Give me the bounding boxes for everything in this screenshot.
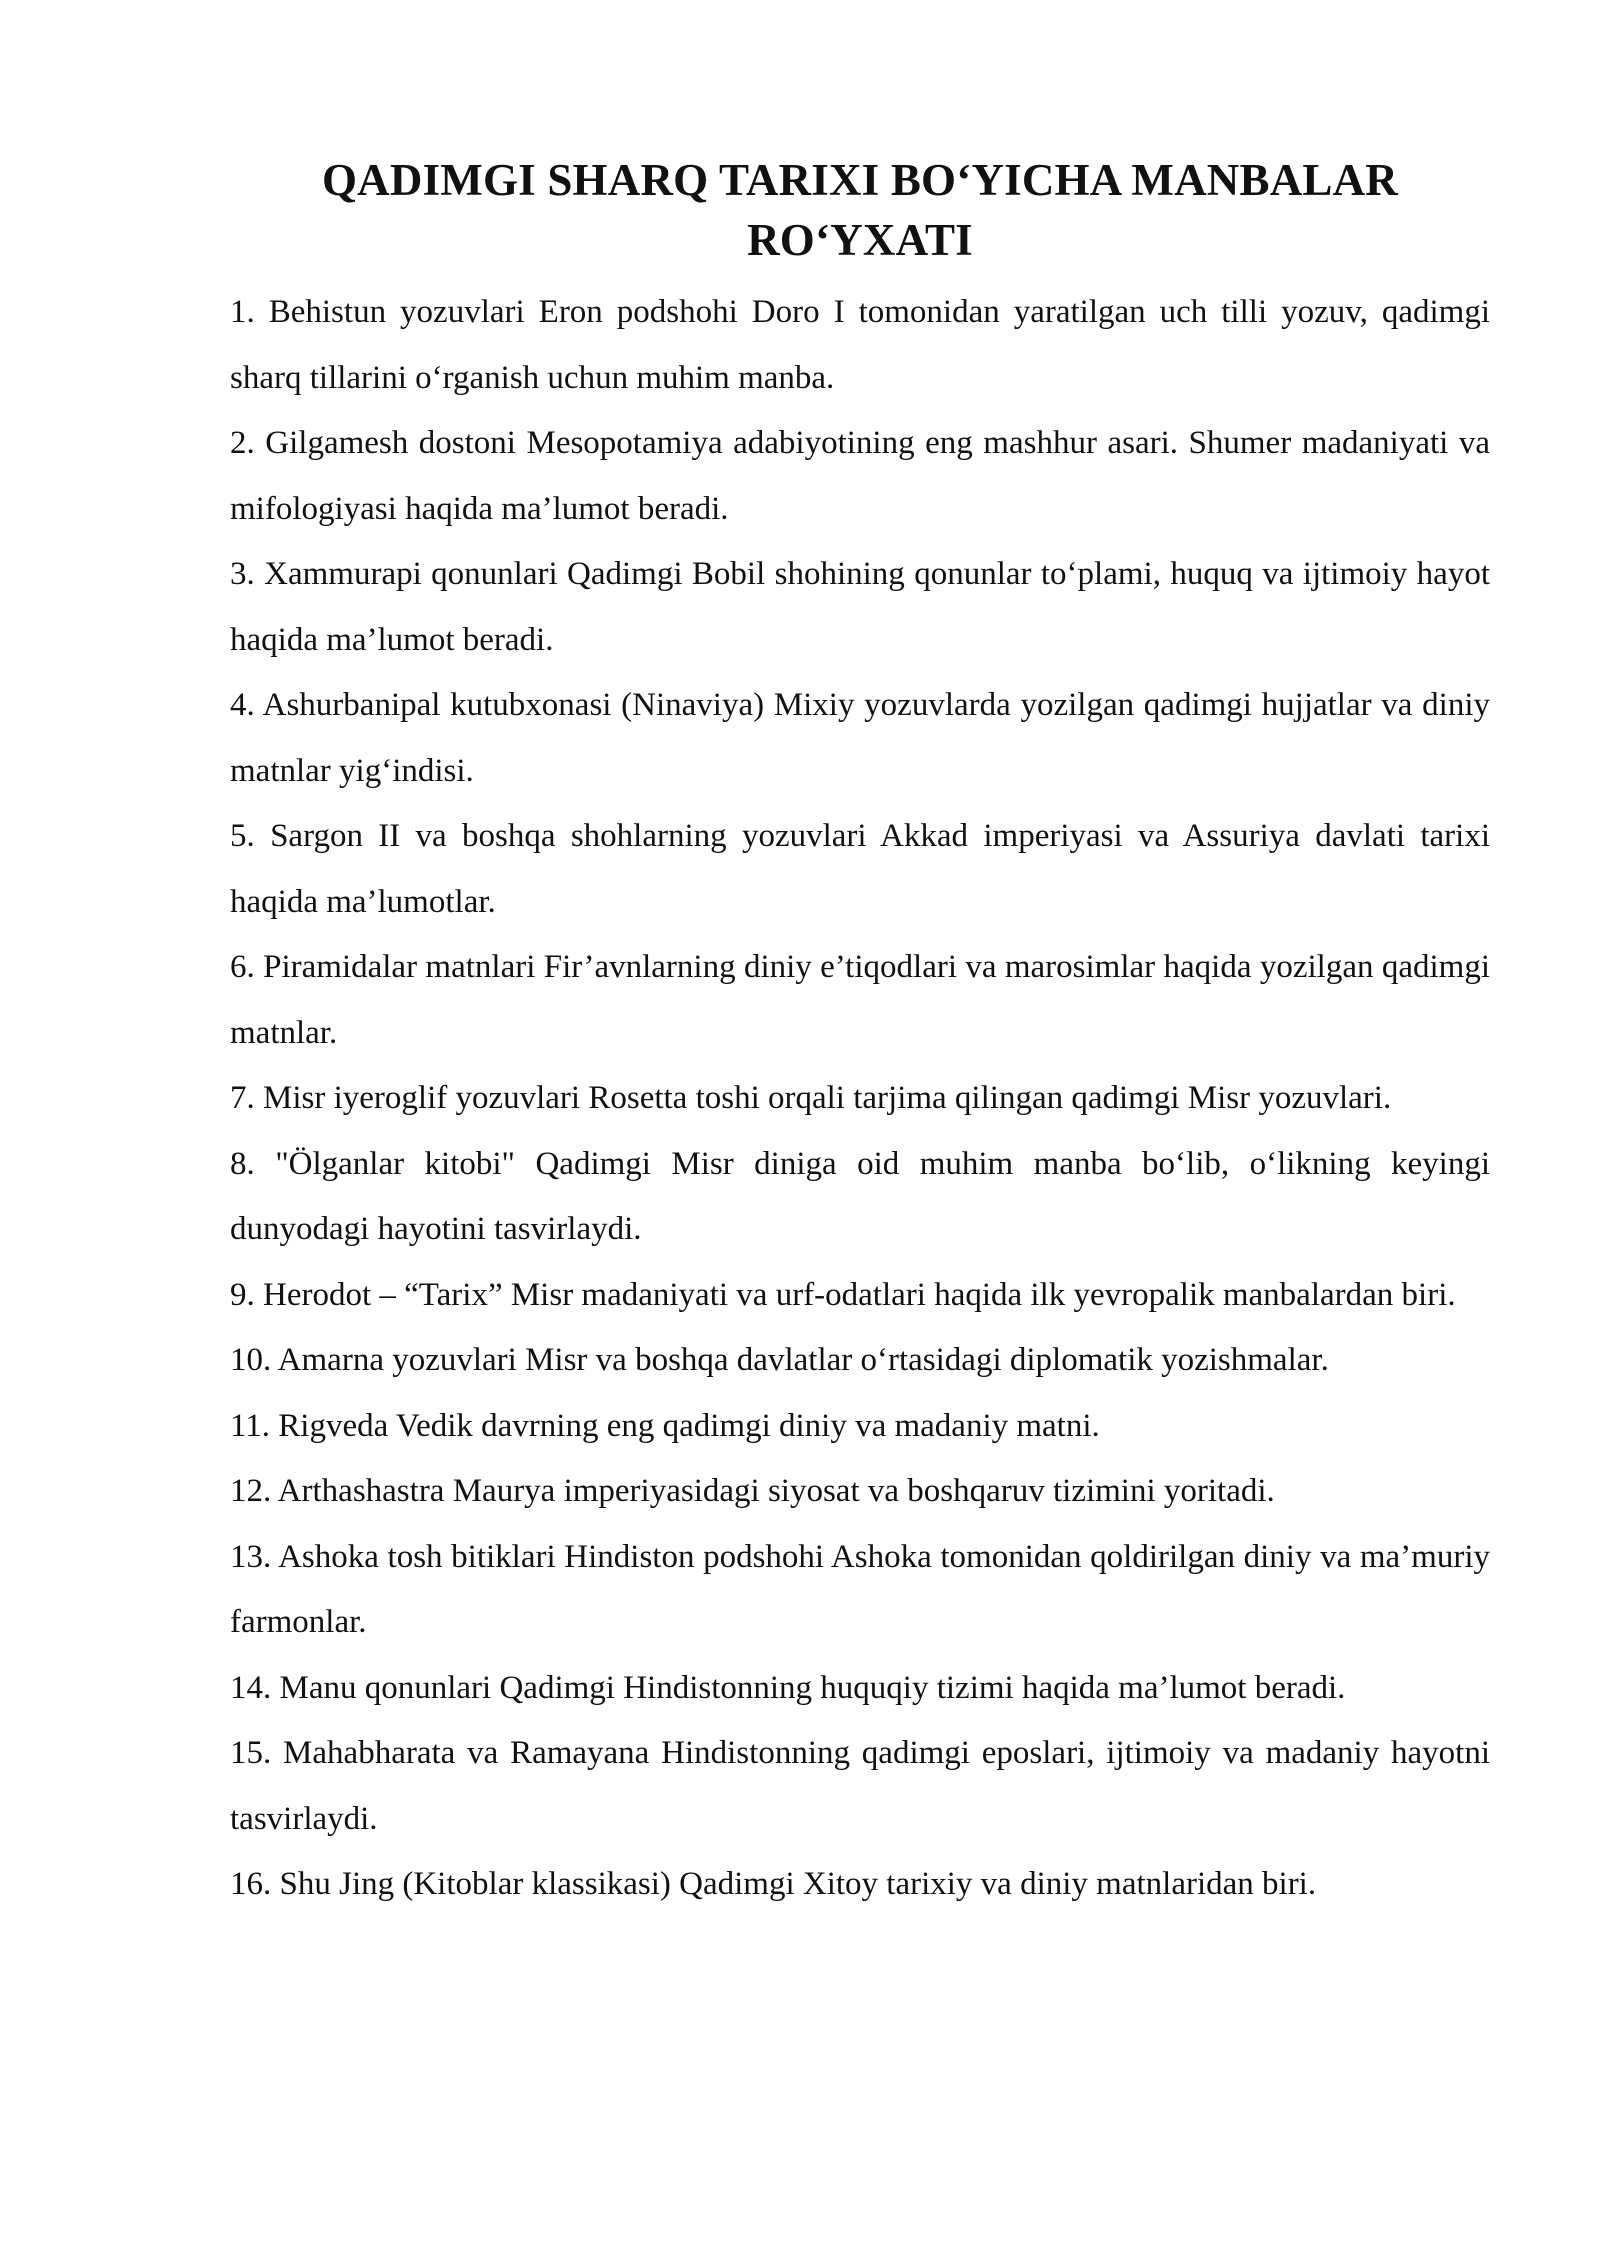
- list-item: 1. Behistun yozuvlari Eron podshohi Doro I tomonidan yaratilgan uch tilli yozuv, qadimgi sharq tillarini o‘rganish uchun muhim manba.: [230, 294, 1490, 396]
- list-item: 16. Shu Jing (Kitoblar klassikasi) Qadimgi Xitoy tarixiy va diniy matnlaridan biri.: [230, 1866, 1317, 1902]
- list-item: 6. Piramidalar matnlari Fir’avnlarning diniy e’tiqodlari va marosimlar haqida yozilgan qadimgi matnlar.: [230, 949, 1490, 1051]
- list-item: 4. Ashurbanipal kutubxonasi (Ninaviya) Mixiy yozuvlarda yozilgan qadimgi hujjatlar va diniy matnlar yig‘indisi.: [230, 687, 1490, 789]
- title-line-2: RO‘YXATI: [747, 215, 973, 265]
- page-title: [230, 150, 1490, 270]
- list-item: 11. Rigveda Vedik davrning eng qadimgi diniy va madaniy matni.: [230, 1407, 1100, 1444]
- list-item: 9. Herodot – “Tarix” Misr madaniyati va urf-odatlari haqida ilk yevropalik manbalardan biri.: [230, 1276, 1456, 1313]
- list-item: 12. Arthashastra Maurya imperiyasidagi siyosat va boshqaruv tizimini yoritadi.: [230, 1473, 1275, 1509]
- title-line-1: QADIMGI SHARQ TARIXI BO‘YICHA MANBALAR: [321, 155, 1399, 205]
- list-item: 15. Mahabharata va Ramayana Hindistonning qadimgi eposlari, ijtimoiy va madaniy hayotni tasvirlaydi.: [230, 1735, 1490, 1837]
- list-item: 2. Gilgamesh dostoni Mesopotamiya adabiyotining eng mashhur asari. Shumer madaniyati va mifologiyasi haqida ma’lumot beradi.: [230, 425, 1490, 527]
- sources-list: [230, 280, 1490, 1918]
- list-item: 10. Amarna yozuvlari Misr va boshqa davlatlar o‘rtasidagi diplomatik yozishmalar.: [230, 1342, 1329, 1378]
- list-item: 14. Manu qonunlari Qadimgi Hindistonning huquqiy tizimi haqida ma’lumot beradi.: [230, 1669, 1346, 1706]
- list-item: 13. Ashoka tosh bitiklari Hindiston podshohi Ashoka tomonidan qoldirilgan diniy va ma’muriy farmonlar.: [230, 1538, 1490, 1640]
- list-item: 3. Xammurapi qonunlari Qadimgi Bobil shohining qonunlar to‘plami, huquq va ijtimoiy hayot haqida ma’lumot beradi.: [230, 556, 1490, 658]
- list-item: 7. Misr iyeroglif yozuvlari Rosetta toshi orqali tarjima qilingan qadimgi Misr yozuvlari.: [230, 1080, 1392, 1116]
- list-item: 8. "Ölganlar kitobi" Qadimgi Misr diniga oid muhim manba bo‘lib, o‘likning keyingi dunyodagi hayotini tasvirlaydi.: [230, 1145, 1490, 1247]
- list-item: 5. Sargon II va boshqa shohlarning yozuvlari Akkad imperiyasi va Assuriya davlati tarixi haqida ma’lumotlar.: [230, 818, 1490, 920]
